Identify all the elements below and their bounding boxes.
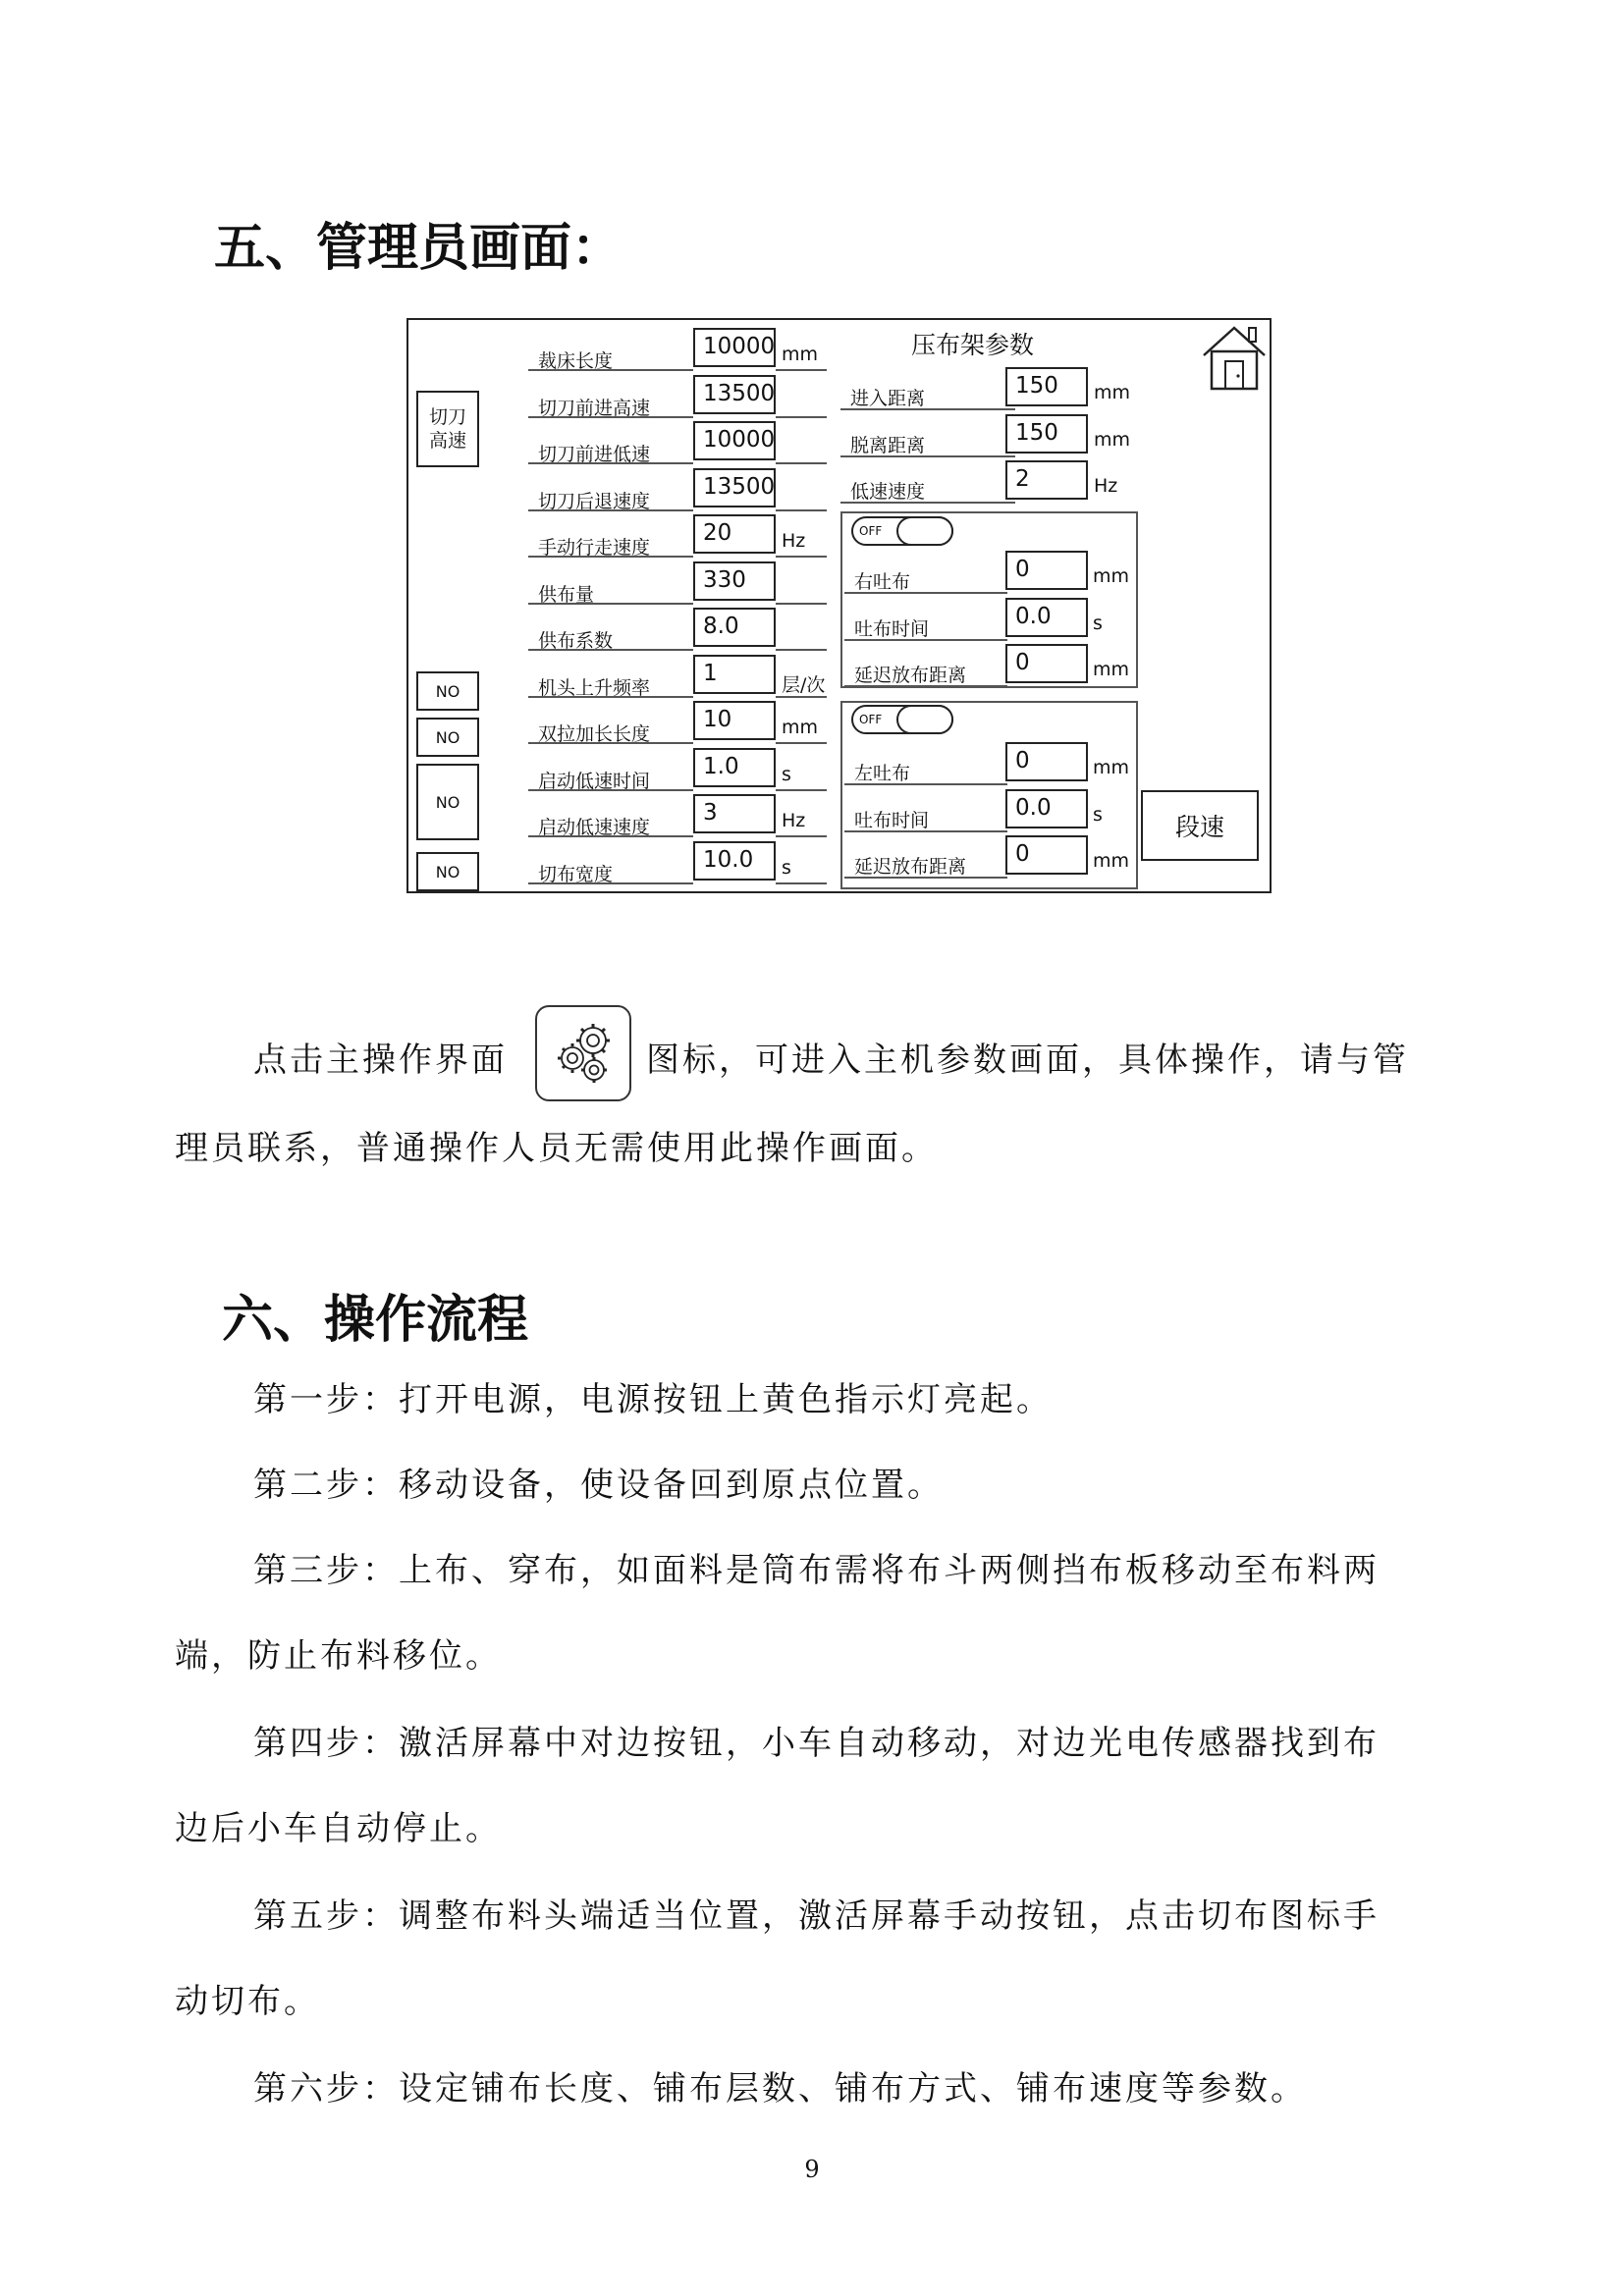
press-param-unit: Hz: [1094, 475, 1118, 497]
no-button-4[interactable]: NO: [416, 852, 479, 891]
param-underline: [528, 369, 693, 371]
param-underline: [844, 639, 1007, 641]
spit-label: 吐布时间: [854, 617, 930, 640]
param-label: 机头上升频率: [538, 676, 651, 699]
param-underline: [776, 462, 827, 464]
param-label: 切刀前进低速: [538, 444, 651, 465]
param-underline: [840, 408, 1015, 410]
param-underline: [776, 789, 827, 791]
spit-label: 延迟放布距离: [854, 665, 967, 686]
param-label: 切刀前进高速: [538, 397, 651, 419]
step-line: 边后小车自动停止。: [175, 1809, 502, 1848]
param-underline: [528, 462, 693, 464]
param-underline: [776, 416, 827, 418]
param-underline: [844, 592, 1007, 594]
param-label: 供布量: [538, 583, 595, 606]
segment-speed-button[interactable]: 段速: [1141, 790, 1259, 861]
param-underline: [840, 502, 1015, 504]
spit-value-input[interactable]: 0: [1005, 742, 1088, 781]
step-line: 端，防止布料移位。: [175, 1636, 502, 1676]
param-underline: [844, 783, 1007, 785]
param-underline: [528, 882, 693, 884]
param-underline: [528, 696, 693, 698]
left-toggle-text: OFF: [859, 713, 883, 726]
press-param-input[interactable]: 2: [1005, 460, 1088, 500]
param-underline: [528, 603, 693, 605]
param-underline: [528, 649, 693, 651]
param-underline: [528, 835, 693, 837]
param-label: 切布宽度: [538, 863, 614, 885]
param-unit: mm: [782, 717, 819, 738]
param-underline: [844, 877, 1007, 879]
spit-label: 右吐布: [854, 571, 911, 593]
param-underline: [844, 685, 1007, 687]
step-line: 动切布。: [175, 1982, 320, 2021]
param-label: 启动低速时间: [538, 770, 651, 792]
param-underline: [840, 455, 1015, 457]
param-value-input[interactable]: 13500: [693, 375, 776, 414]
spit-label: 吐布时间: [854, 809, 930, 831]
press-param-label: 低速速度: [850, 481, 926, 503]
param-value-input[interactable]: 10000: [693, 421, 776, 460]
param-unit: Hz: [782, 530, 806, 552]
admin-screen-panel: [406, 318, 1272, 893]
step-line: 第三步：上布、穿布，如面料是筒布需将布斗两侧挡布板移动至布料两: [253, 1551, 1380, 1590]
spit-value-input[interactable]: 0: [1005, 835, 1088, 875]
spit-value-input[interactable]: 0: [1005, 644, 1088, 683]
param-value-input[interactable]: 10: [693, 701, 776, 740]
param-underline: [776, 649, 827, 651]
spit-value-input[interactable]: 0.0: [1005, 598, 1088, 637]
spit-unit: s: [1093, 803, 1103, 826]
param-underline: [776, 369, 827, 371]
left-spit-toggle[interactable]: [851, 705, 953, 734]
step-line: 第二步：移动设备，使设备回到原点位置。: [253, 1466, 944, 1505]
spit-label: 延迟放布距离: [854, 856, 967, 878]
param-unit: Hz: [782, 810, 806, 831]
param-label: 供布系数: [538, 630, 614, 652]
toggle-knob: [896, 705, 953, 734]
param-unit: 层/次: [782, 673, 826, 696]
section6-heading: 六、操作流程: [222, 1291, 529, 1350]
press-param-input[interactable]: 150: [1005, 414, 1088, 454]
spit-value-input[interactable]: 0: [1005, 551, 1088, 590]
press-param-label: 进入距离: [850, 388, 926, 409]
param-unit: s: [782, 763, 791, 785]
para-line-1a: 点击主操作界面: [253, 1041, 508, 1080]
param-underline: [528, 416, 693, 418]
param-value-input[interactable]: 3: [693, 794, 776, 833]
spit-unit: mm: [1093, 565, 1130, 587]
step-line: 第五步：调整布料头端适当位置，激活屏幕手动按钮，点击切布图标手: [253, 1896, 1380, 1936]
param-unit: s: [782, 856, 791, 879]
param-value-input[interactable]: 10000: [693, 328, 776, 367]
step-line: 第四步：激活屏幕中对边按钮，小车自动移动，对边光电传感器找到布: [253, 1724, 1380, 1763]
step-line: 第一步：打开电源，电源按钮上黄色指示灯亮起。: [253, 1380, 1053, 1419]
page-number: 9: [804, 2156, 820, 2183]
cutter-high-speed-button[interactable]: 切刀 高速: [416, 391, 479, 467]
param-label: 双拉加长长度: [538, 723, 651, 745]
param-label: 切刀后退速度: [538, 490, 651, 512]
toggle-knob: [896, 516, 953, 546]
home-icon[interactable]: [1200, 322, 1269, 393]
param-label: 手动行走速度: [538, 537, 651, 559]
param-value-input[interactable]: 330: [693, 561, 776, 601]
spit-unit: mm: [1093, 850, 1130, 872]
param-underline: [776, 696, 827, 698]
param-label: 启动低速速度: [538, 817, 651, 838]
spit-value-input[interactable]: 0.0: [1005, 789, 1088, 828]
spit-label: 左吐布: [854, 763, 911, 784]
param-underline: [776, 742, 827, 744]
param-underline: [776, 603, 827, 605]
right-toggle-text: OFF: [859, 524, 883, 538]
param-underline: [844, 830, 1007, 832]
section5-heading: 五、管理员画面：: [214, 219, 623, 278]
param-underline: [776, 509, 827, 511]
param-value-input[interactable]: 10.0: [693, 841, 776, 881]
para-line-2: 理员联系，普通操作人员无需使用此操作画面。: [175, 1129, 938, 1168]
param-value-input[interactable]: 8.0: [693, 608, 776, 647]
press-param-label: 脱离距离: [850, 434, 926, 456]
no-button-3[interactable]: NO: [416, 764, 479, 840]
press-param-unit: mm: [1094, 428, 1131, 451]
press-frame-title: 压布架参数: [911, 331, 1035, 359]
param-value-input[interactable]: 1: [693, 655, 776, 694]
spit-unit: mm: [1093, 659, 1130, 680]
param-underline: [528, 509, 693, 511]
para-line-1b: 图标，可进入主机参数画面，具体操作，请与管: [646, 1041, 1409, 1080]
param-value-input[interactable]: 13500: [693, 468, 776, 507]
param-unit: mm: [782, 344, 819, 365]
no-button-1[interactable]: NO: [416, 671, 479, 711]
press-param-unit: mm: [1094, 382, 1131, 403]
step-line: 第六步：设定铺布长度、铺布层数、铺布方式、铺布速度等参数。: [253, 2069, 1307, 2109]
param-underline: [776, 882, 827, 884]
param-underline: [528, 789, 693, 791]
param-value-input[interactable]: 1.0: [693, 748, 776, 787]
param-value-input[interactable]: 20: [693, 514, 776, 554]
settings-gear-icon[interactable]: [535, 1005, 631, 1101]
no-button-2[interactable]: NO: [416, 718, 479, 757]
press-param-input[interactable]: 150: [1005, 367, 1088, 406]
param-underline: [776, 556, 827, 558]
param-underline: [528, 556, 693, 558]
param-underline: [528, 742, 693, 744]
param-underline: [776, 835, 827, 837]
spit-unit: s: [1093, 612, 1103, 634]
right-spit-toggle[interactable]: [851, 516, 953, 546]
spit-unit: mm: [1093, 757, 1130, 778]
param-label: 裁床长度: [538, 350, 614, 372]
